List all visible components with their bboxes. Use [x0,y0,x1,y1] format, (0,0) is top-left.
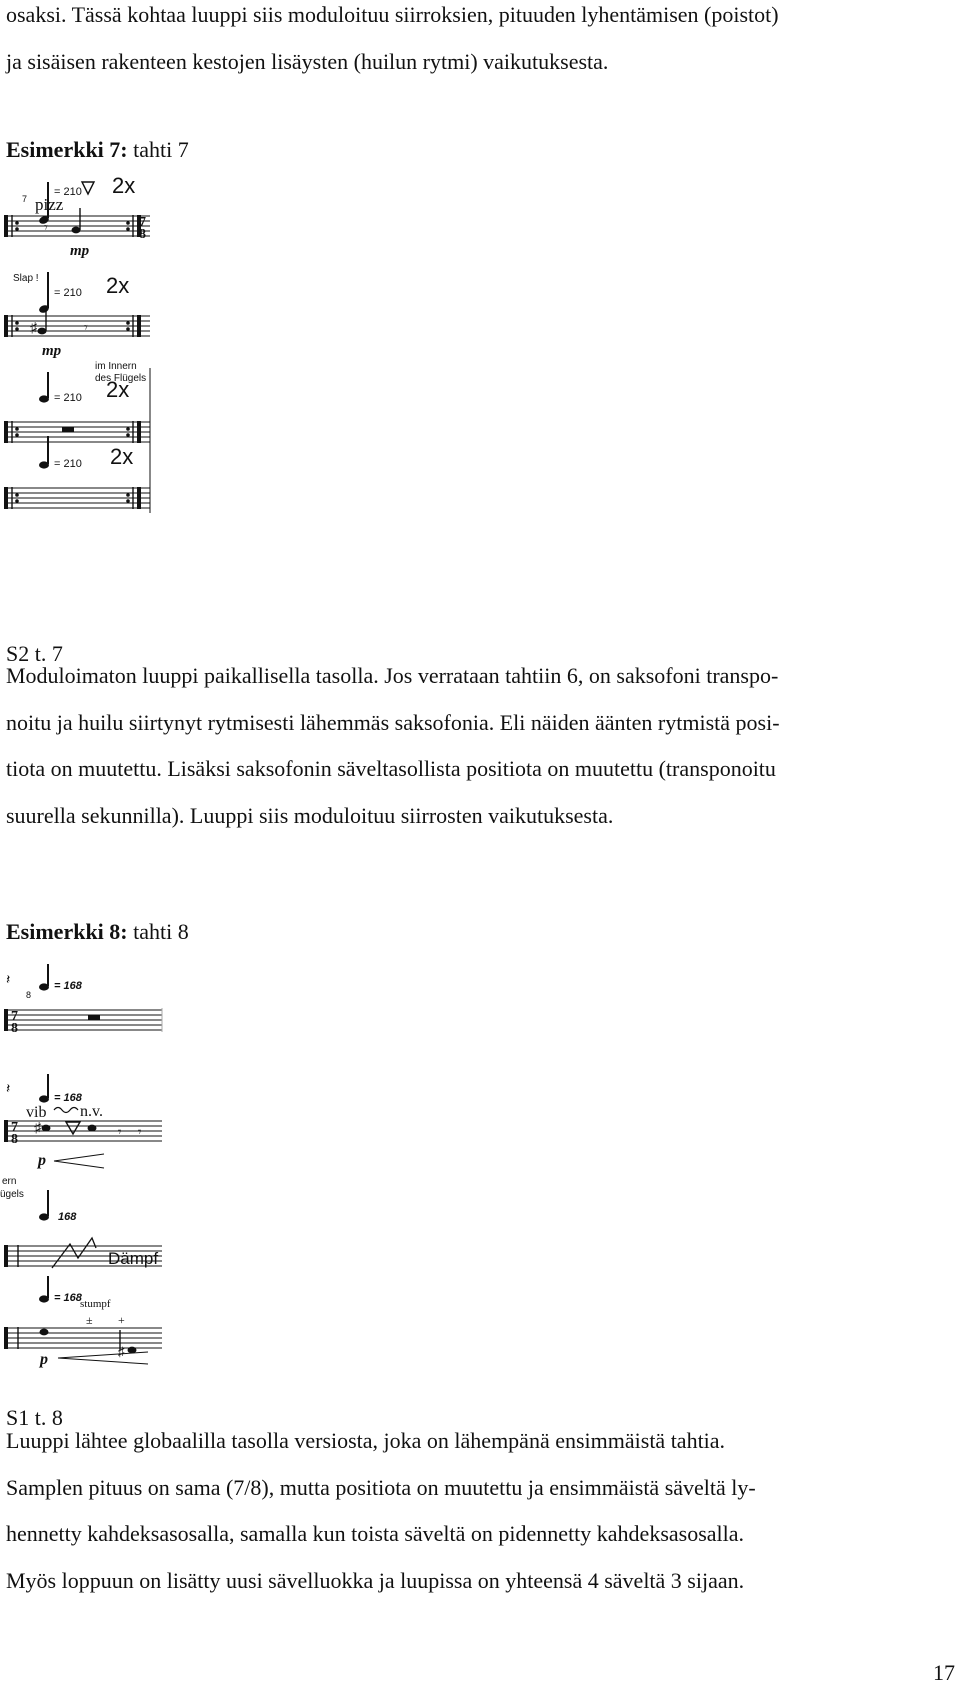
text-line: tiota on muutettu. Lisäksi saksofonin säveltasollista positiota on muutettu (transponoitu [6,756,776,781]
staff-system-1 [4,964,162,1036]
staff-system-3 [4,361,150,513]
example-8-label-rest: tahti 8 [127,919,189,944]
text-line: osaksi. Tässä kohtaa luuppi siis moduloituu siirroksien, pituuden lyhentämisen (poistot) [6,2,779,27]
dynamic-marking: mp [42,343,62,359]
im-innern-marking: im Innern [95,361,137,372]
nv-marking: n.v. [80,1103,103,1120]
tempo-text: = 210 [54,458,82,470]
measure-number: 7 [22,194,28,204]
tempo-text: 168 [58,1211,77,1223]
plus-marking: + [118,1313,125,1327]
example-8-label-bold: Esimerkki 8: [6,919,128,944]
rest-glyph: 𝄽 [6,973,11,988]
repeat-count: 2x [110,444,134,469]
text-line: noitu ja huilu siirtynyt rytmisesti lähemmäs saksofonia. Eli näiden äänten rytmistä posi- [6,709,780,735]
dynamic-marking: mp [70,243,90,259]
tempo-text: = 210 [54,186,82,198]
section-s2-title: S2 t. 7 [6,641,63,666]
plus-minus-marking: ± [86,1313,93,1327]
pizz-marking: pizz [35,195,64,214]
staff-system-2 [4,1074,162,1169]
text-line: ja sisäisen rakenteen kestojen lisäysten (huilun rytmi) vaikutuksesta. [6,48,609,74]
staff-system-3 [0,1176,162,1268]
ern-marking: ern [2,1176,17,1187]
section-s2-paragraph [6,653,950,839]
page-number: 17 [933,1660,955,1685]
des-flugels-marking: des Flügels [95,373,147,384]
repeat-count: 2x [106,273,130,298]
example-7-score [0,168,170,528]
tempo-text: = 168 [54,1092,82,1104]
tempo-text: = 210 [54,287,82,299]
staff-system-2 [4,272,150,359]
staff-system-4 [4,1276,162,1368]
intro-paragraph [6,0,950,85]
example-7-label-rest: tahti 7 [127,137,189,162]
example-7-label-bold: Esimerkki 7: [6,137,128,162]
example-7-heading [6,137,189,163]
meter-bottom: 8 [11,1132,18,1147]
meter-bottom: 8 [11,1021,18,1036]
tempo-text: = 168 [54,980,82,992]
vib-marking: vib [26,1104,47,1121]
meter-top: 7 [11,1120,18,1135]
rest-glyph: 𝄾 [118,1124,122,1139]
tempo-text: = 168 [54,1292,82,1304]
rest-glyph: 𝄾 [84,321,88,336]
section-s1-paragraph [6,1418,950,1604]
sharp-glyph: ♯ [34,1121,41,1136]
text-line: Moduloimaton luuppi paikallisella tasolla. Jos verrataan tahtiin 6, on saksofoni transpo- [6,663,779,688]
text-line: Myös loppuun on lisätty uusi sävelluokka ja luupissa on yhteensä 4 säveltä 3 sijaan. [6,1567,745,1593]
example-8-heading [6,919,189,945]
dynamic-marking: p [38,1152,46,1169]
example-8-score [0,958,170,1368]
meter-bottom: 8 [139,227,146,242]
measure-number: 8 [26,990,32,1000]
stumpf-marking: stumpf [80,1298,111,1310]
section-s1-title: S1 t. 8 [6,1405,63,1430]
dynamic-marking: p [40,1351,48,1368]
slap-marking: Slap ! [13,273,39,284]
dampf-marking: Dämpf [108,1249,159,1268]
rest-glyph: 𝄾 [44,221,48,236]
gels-marking: ügels [0,1189,24,1200]
staff-system-1 [4,173,150,259]
text-line: hennetty kahdeksasosalla, samalla kun toista säveltä on pidennetty kahdeksasosalla. [6,1521,745,1546]
sharp-glyph: ♯ [30,321,37,336]
tempo-text: = 210 [54,392,82,404]
meter-top: 7 [11,1009,18,1024]
sharp-glyph: ♯ [118,1344,125,1359]
meter-top: 7 [139,215,146,230]
rest-glyph: 𝄾 [138,1124,142,1139]
text-line: suurella sekunnilla). Luuppi siis moduloituu siirrosten vaikutuksesta. [6,802,614,828]
repeat-count: 2x [106,377,130,402]
text-line: Samplen pituus on sama (7/8), mutta positiota on muutettu ja ensimmäistä säveltä ly- [6,1474,756,1500]
repeat-count: 2x [112,173,136,198]
text-line: Luuppi lähtee globaalilla tasolla versiosta, joka on lähempänä ensimmäistä tahtia. [6,1428,726,1453]
rest-glyph: 𝄽 [6,1082,11,1097]
